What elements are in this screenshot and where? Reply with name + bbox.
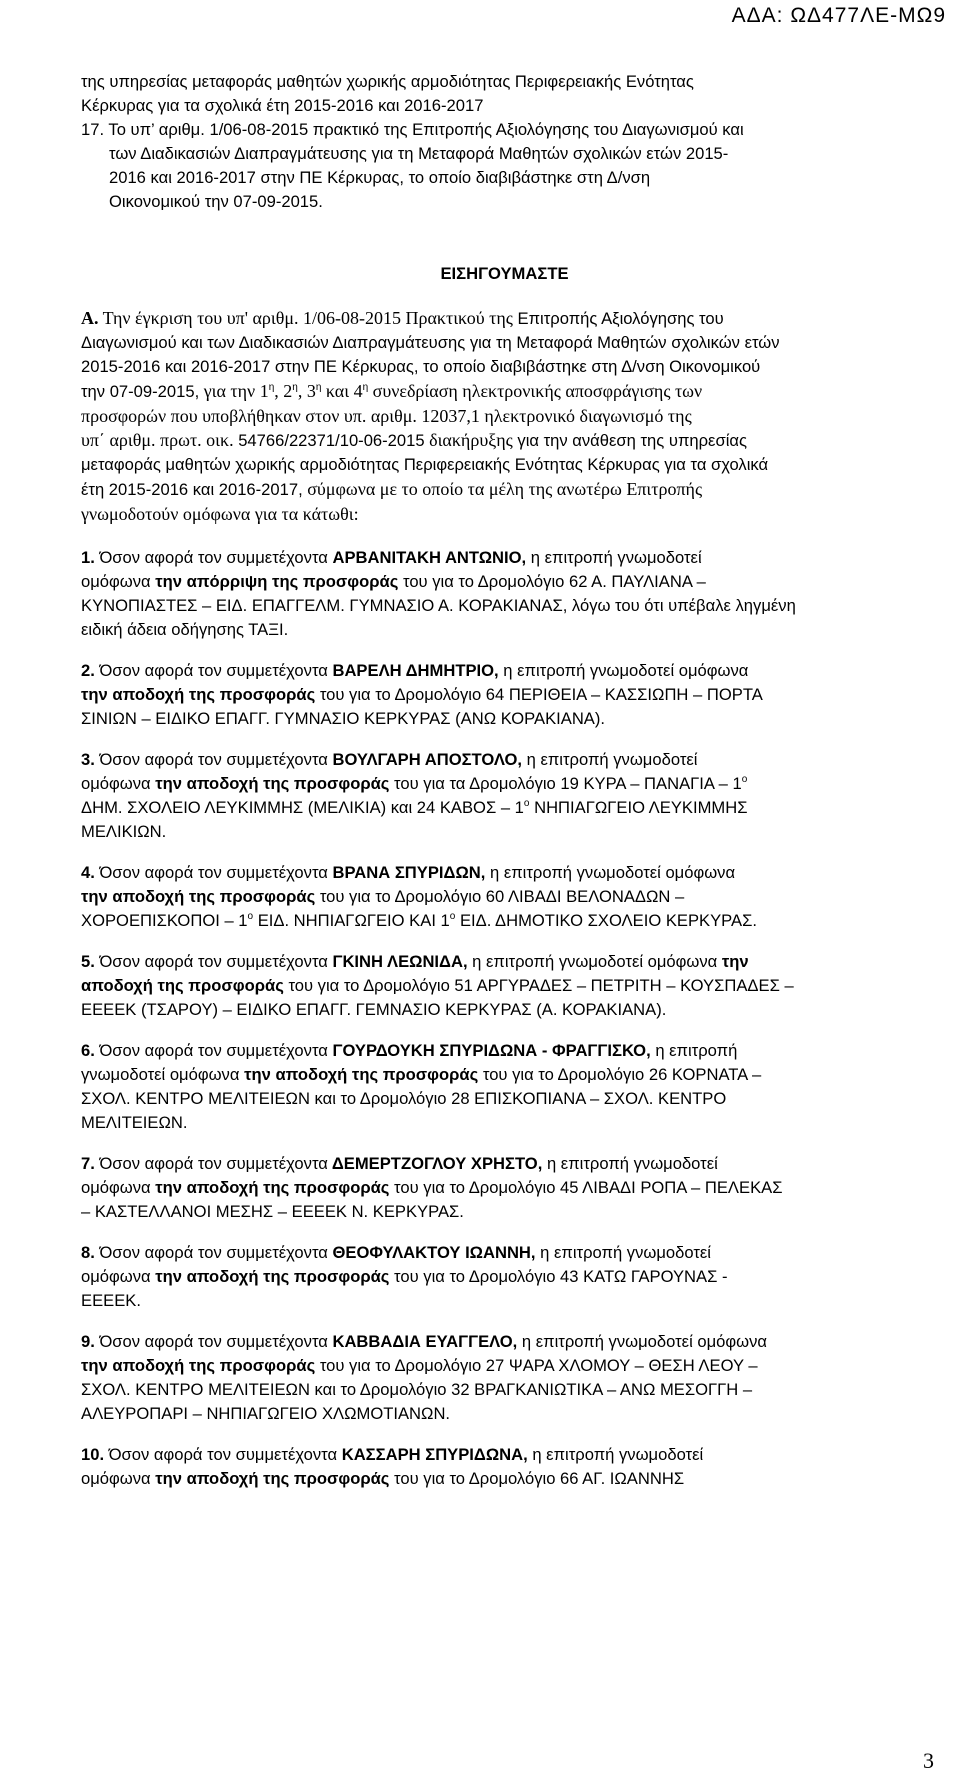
item-5-lead: Όσον αφορά τον συμμετέχοντα [94,952,328,971]
section-a-line-7: μεταφοράς μαθητών χωρικής αρμοδιότητας Περιφερειακής Ενότητας Κέρκυρας για τα σχολικά [81,455,769,474]
item-6-line-3: ΣΧΟΛ. ΚΕΝΤΡΟ ΜΕΛΙΤΕΙΕΩΝ και το Δρομολόγιο 28 ΕΠΙΣΚΟΠΙΑΝΑ – ΣΧΟΛ. ΚΕΝΤΡΟ [81,1089,727,1108]
item-9-line-2 [81,1354,928,1378]
item-1-lead: Όσον αφορά τον συμμετέχοντα [94,548,328,567]
ref-text-2: διακήρυξης [424,430,513,450]
item-10-decision: την αποδοχή της προσφοράς [150,1469,390,1488]
section-a-text-2: Επιτροπής Αξιολόγησης του [512,309,724,328]
item-5-number: 5. [81,952,95,971]
item-5-name: ΓΚΙΝΗ ΛΕΩΝΙΔΑ, [327,952,468,971]
item-5-tail-bold: την [717,952,749,971]
years-text: έτη 2015-2016 και 2016-2017, [81,480,303,499]
item-1-line-2 [81,570,928,594]
item-4-lead: Όσον αφορά τον συμμετέχοντα [94,863,328,882]
item-8-line-1 [81,1241,928,1265]
ref-number: 54766/22371/10-06-2015 [233,431,425,450]
item-4-line-1 [81,861,928,885]
session-text-4: και 4 [321,381,363,401]
item-8-name: ΘΕΟΦΥΛΑΚΤΟΥ ΙΩΑΝΝΗ, [327,1243,536,1262]
ref-text-1: υπ΄ αριθμ. πρωτ. οικ. [81,430,234,450]
item-3-number: 3. [81,750,95,769]
item-9-l2-c: του για το Δρομολόγιο 27 ΨΑΡΑ ΧΛΟΜΟΥ – ΘΕΣΗ ΛΕΟΥ – [315,1356,758,1375]
item17-line-4: Οικονομικού την 07-09-2015. [109,192,323,211]
item-8-tail: η επιτροπή γνωμοδοτεί [535,1243,711,1262]
item-9-name: ΚΑΒΒΑΔΙΑ ΕΥΑΓΓΕΛΟ, [327,1332,518,1351]
item-5-line-3: ΕΕΕΕΚ (ΤΣΑΡΟΥ) – ΕΙΔΙΚΟ ΕΠΑΓΓ. ΓΕΜΝΑΣΙΟ ΚΕΡΚΥΡΑΣ (Α. ΚΟΡΑΚΙΑΝΑ). [81,1000,667,1019]
item-3-l2-c: του για τα Δρομολόγιο 19 ΚΥΡΑ – ΠΑΝΑΓΙΑ – 1 [389,774,742,793]
item-2-lead: Όσον αφορά τον συμμετέχοντα [94,661,328,680]
item-1-line-3: ΚΥΝΟΠΙΑΣΤΕΣ – ΕΙΔ. ΕΠΑΓΓΕΛΜ. ΓΥΜΝΑΣΙΟ Α. ΚΟΡΑΚΙΑΝΑΣ, λόγω του ότι υπέβαλε ληγμένη [81,596,796,615]
item17-line-1: 17. Το υπ’ αριθμ. 1/06-08-2015 πρακτικό της Επιτροπής Αξιολόγησης του Διαγωνισμού και [81,120,744,139]
item-1-l2-a: ομόφωνα [81,572,151,591]
item-4-line-3 [81,909,928,933]
item-3-l2-a: ομόφωνα [81,774,151,793]
item-3-line-3 [81,796,928,820]
item-4-l2-c: του για το Δρομολόγιο 60 ΛΙΒΑΔΙ ΒΕΛΟΝΑΔΩΝ – [315,887,685,906]
item-2-line-2 [81,683,928,707]
item17-line-3: 2016 και 2016-2017 στην ΠΕ Κέρκυρας, το οποίο διαβιβάστηκε στη Δ/νση [109,168,651,187]
item-9-tail: η επιτροπή γνωμοδοτεί ομόφωνα [517,1332,767,1351]
item-9-lead: Όσον αφορά τον συμμετέχοντα [94,1332,328,1351]
section-a-line-9: γνωμοδοτούν ομόφωνα για τα κάτωθι: [81,504,359,524]
sup-3: η [315,382,322,393]
item-10-l2-a: ομόφωνα [81,1469,151,1488]
sup-1: η [268,382,275,393]
item-4-line-2 [81,885,928,909]
item17-line-2: των Διαδικασιών Διαπραγμάτευσης για τη Μεταφορά Μαθητών σχολικών ετών 2015- [109,144,729,163]
item-5-decision: αποδοχή της προσφοράς [81,976,284,995]
item-2-number: 2. [81,661,95,680]
item-1-decision: την απόρριψη της προσφοράς [150,572,399,591]
section-a-line-5: προσφορών που υποβλήθηκαν στον υπ. αριθμ. 12037,1 ηλεκτρονικό διαγωνισμό της [81,406,692,426]
sup-4: η [362,382,369,393]
item-7-l2-c: του για το Δρομολόγιο 45 ΛΙΒΑΔΙ ΡΟΠΑ – ΠΕΛΕΚΑΣ [389,1178,783,1197]
session-text-1: για την 1 [199,381,269,401]
item-2-name: ΒΑΡΕΛΗ ΔΗΜΗΤΡΙΟ, [327,661,499,680]
members-text: σύμφωνα με το οποίο τα μέλη της ανωτέρω Επιτροπής [302,479,703,499]
item-10-line-2 [81,1467,928,1491]
item-3-line-1 [81,748,928,772]
section-a-line-2: Διαγωνισμού και των Διαδικασιών Διαπραγμάτευσης για τη Μεταφορά Μαθητών σχολικών ετών [81,333,780,352]
item-3-lead: Όσον αφορά τον συμμετέχοντα [94,750,328,769]
item-7-line-2 [81,1176,928,1200]
section-a-letter: Α. [81,308,99,328]
item-2-decision: την αποδοχή της προσφοράς [81,685,316,704]
item-2-l2-c: του για το Δρομολόγιο 64 ΠΕΡΙΘΕΙΑ – ΚΑΣΣΙΩΠΗ – ΠΟΡΤΑ [315,685,763,704]
section-heading: ΕΙΣΗΓΟΥΜΑΣΤΕ [440,264,569,283]
item-1-number: 1. [81,548,95,567]
item-6-l2-c: του για το Δρομολόγιο 26 ΚΟΡΝΑΤΑ – [478,1065,762,1084]
document-body [81,70,928,1491]
ada-code: ΑΔΑ: ΩΔ477ΛΕ-ΜΩ9 [731,4,946,27]
item-7-lead: Όσον αφορά τον συμμετέχοντα [94,1154,328,1173]
item-6-l2-a: γνωμοδοτεί ομόφωνα [81,1065,240,1084]
item-5-line-1 [81,950,928,974]
item-6-tail: η επιτροπή [650,1041,738,1060]
item-3-line-2 [81,772,928,796]
intro-line-1: της υπηρεσίας μεταφοράς μαθητών χωρικής αρμοδιότητας Περιφερειακής Ενότητας [81,72,694,91]
item-10-line-1 [81,1443,928,1467]
item-8-line-2 [81,1265,928,1289]
item-1-l2-c: του για το Δρομολόγιο 62 Α. ΠΑΥΛΙΑΝΑ – [398,572,706,591]
session-text-2: , 2 [274,381,293,401]
item-10-l2-c: του για το Δρομολόγιο 66 ΑΓ. ΙΩΑΝΝΗΣ [389,1469,685,1488]
item-8-line-3: ΕΕΕΕΚ. [81,1291,141,1310]
ref-text-3: για την ανάθεση της υπηρεσίας [512,431,747,450]
item-7-line-1 [81,1152,928,1176]
item-9-decision: την αποδοχή της προσφοράς [81,1356,316,1375]
item-6-number: 6. [81,1041,95,1060]
item-6-line-1 [81,1039,928,1063]
intro-line-2: Κέρκυρας για τα σχολικά έτη 2015-2016 και 2016-2017 [81,96,484,115]
sup-2: η [292,382,298,393]
item-3-sup-2: ο [523,798,530,809]
item-4-l3-a: ΧΟΡΟΕΠΙΣΚΟΠΟΙ – 1 [81,911,248,930]
item-4-decision: την αποδοχή της προσφοράς [81,887,316,906]
section-a-line-1 [81,306,928,331]
section-a-line-3: 2015-2016 και 2016-2017 στην ΠΕ Κέρκυρας, το οποίο διαβιβάστηκε στη Δ/νση Οικονομικού [81,357,761,376]
item-9-line-4: ΑΛΕΥΡΟΠΑΡΙ – ΝΗΠΙΑΓΩΓΕΙΟ ΧΛΩΜΟΤΙΑΝΩΝ. [81,1404,451,1423]
item-7-decision: την αποδοχή της προσφοράς [150,1178,390,1197]
item-6-lead: Όσον αφορά τον συμμετέχοντα [94,1041,328,1060]
item-3-sup: ο [741,774,748,785]
item-10-number: 10. [81,1445,105,1464]
item-8-l2-a: ομόφωνα [81,1267,151,1286]
item-10-lead: Όσον αφορά τον συμμετέχοντα [104,1445,338,1464]
item-8-number: 8. [81,1243,95,1262]
item-4-sup: ο [247,911,254,922]
session-text-5: συνεδρίαση ηλεκτρονικής αποσφράγισης των [368,381,703,401]
item-2-line-1 [81,659,928,683]
item-1-line-4: ειδική άδεια οδήγησης ΤΑΞΙ. [81,620,289,639]
item-2-line-3: ΣΙΝΙΩΝ – ΕΙΔΙΚΟ ΕΠΑΓΓ. ΓΥΜΝΑΣΙΟ ΚΕΡΚΥΡΑΣ (ΑΝΩ ΚΟΡΑΚΙΑΝΑ). [81,709,606,728]
item-3-name: ΒΟΥΛΓΑΡΗ ΑΠΟΣΤΟΛΟ, [327,750,522,769]
item-8-decision: την αποδοχή της προσφοράς [150,1267,390,1286]
item-4-l3-c: ΕΙΔ. ΔΗΜΟΤΙΚΟ ΣΧΟΛΕΙΟ ΚΕΡΚΥΡΑΣ. [455,911,757,930]
item-9-number: 9. [81,1332,95,1351]
item-5-l2-c: του για το Δρομολόγιο 51 ΑΡΓΥΡΑΔΕΣ – ΠΕΤΡΙΤΗ – ΚΟΥΣΠΑΔΕΣ – [283,976,794,995]
item-1-line-1 [81,546,928,570]
item-7-name: ΔΕΜΕΡΤΖΟΓΛΟΥ ΧΡΗΣΤΟ, [327,1154,543,1173]
item-4-l3-b: ΕΙΔ. ΝΗΠΙΑΓΩΓΕΙΟ ΚΑΙ 1 [253,911,450,930]
section-a-line-8 [81,477,928,502]
item-10-tail: η επιτροπή γνωμοδοτεί [527,1445,704,1464]
section-a-text-1: Την έγκριση του υπ' αριθμ. 1/06-08-2015 Πρακτικού της [98,308,513,328]
item-8-lead: Όσον αφορά τον συμμετέχοντα [94,1243,328,1262]
item-3-l3-b: ΝΗΠΙΑΓΩΓΕΙΟ ΛΕΥΚΙΜΜΗΣ [529,798,748,817]
item-6-line-4: ΜΕΛΙΤΕΙΕΩΝ. [81,1113,188,1132]
section-a-line-6 [81,428,928,453]
item-7-l2-a: ομόφωνα [81,1178,151,1197]
item-7-line-3: – ΚΑΣΤΕΛΛΑΝΟΙ ΜΕΣΗΣ – ΕΕΕΕΚ Ν. ΚΕΡΚΥΡΑΣ. [81,1202,464,1221]
item-9-line-1 [81,1330,928,1354]
date-text: την 07-09-2015, [81,382,200,401]
page-number: 3 [923,1748,934,1773]
item-1-name: ΑΡΒΑΝΙΤΑΚΗ ΑΝΤΩΝΙΟ, [332,548,527,567]
item-3-line-4: ΜΕΛΙΚΙΩΝ. [81,822,167,841]
item-4-tail: η επιτροπή γνωμοδοτεί ομόφωνα [485,863,736,882]
item-5-line-2 [81,974,928,998]
item-6-name: ΓΟΥΡΔΟΥΚΗ ΣΠΥΡΙΔΩΝΑ - ΦΡΑΓΓΙΣΚΟ, [327,1041,651,1060]
item-9-line-3: ΣΧΟΛ. ΚΕΝΤΡΟ ΜΕΛΙΤΕΙΕΩΝ και το Δρομολόγιο 32 ΒΡΑΓΚΑΝΙΩΤΙΚΑ – ΑΝΩ ΜΕΣΟΓΓΗ – [81,1380,753,1399]
item-6-decision: την αποδοχή της προσφοράς [239,1065,479,1084]
item-8-l2-c: του για το Δρομολόγιο 43 ΚΑΤΩ ΓΑΡΟΥΝΑΣ - [389,1267,728,1286]
section-a-line-4 [81,379,928,404]
item-2-tail: η επιτροπή γνωμοδοτεί ομόφωνα [498,661,749,680]
item-3-decision: την αποδοχή της προσφοράς [150,774,390,793]
item-5-tail: η επιτροπή γνωμοδοτεί ομόφωνα [467,952,718,971]
item-10-name: ΚΑΣΣΑΡΗ ΣΠΥΡΙΔΩΝΑ, [337,1445,528,1464]
item-3-tail: η επιτροπή γνωμοδοτεί [522,750,698,769]
item-7-tail: η επιτροπή γνωμοδοτεί [542,1154,718,1173]
item-3-l3-a: ΔΗΜ. ΣΧΟΛΕΙΟ ΛΕΥΚΙΜΜΗΣ (ΜΕΛΙΚΙΑ) και 24 ΚΑΒΟΣ – 1 [81,798,524,817]
item-1-tail: η επιτροπή γνωμοδοτεί [526,548,702,567]
session-text-3: , 3 [297,381,316,401]
item-4-sup-2: ο [449,911,456,922]
item-7-number: 7. [81,1154,95,1173]
item-6-line-2 [81,1063,928,1087]
item-4-name: ΒΡΑΝΑ ΣΠΥΡΙΔΩΝ, [327,863,486,882]
item-4-number: 4. [81,863,95,882]
